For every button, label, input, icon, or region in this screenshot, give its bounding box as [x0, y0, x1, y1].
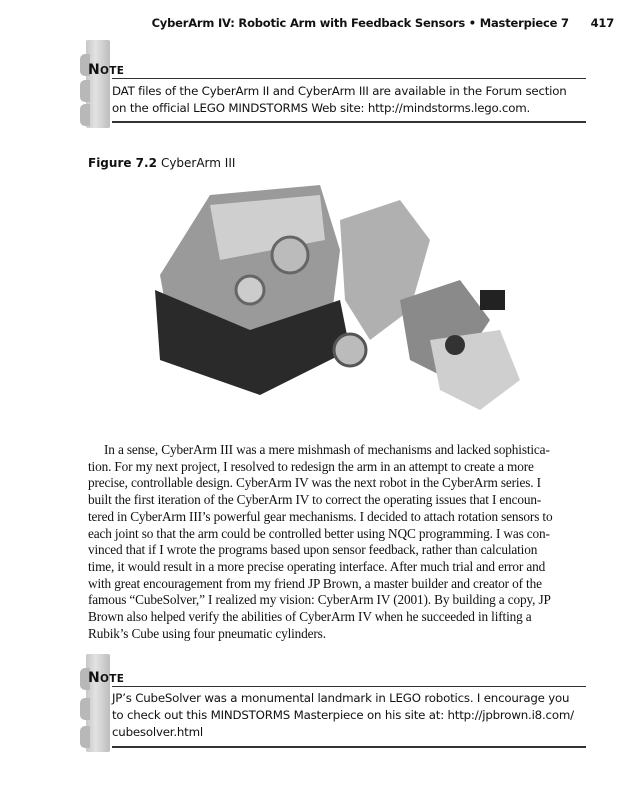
page-number: 417 — [590, 16, 614, 30]
lego-brick-icon — [86, 40, 110, 128]
divider — [112, 686, 586, 687]
figure-caption: Figure 7.2 CyberArm III — [88, 156, 236, 170]
cyberarm-photo — [150, 180, 530, 430]
lego-brick-icon — [86, 654, 110, 752]
note-text: JP’s CubeSolver was a monumental landmark in LEGO robotics. I encourage you to check out this MINDSTORMS Masterpiece on his site at: http://jpbrown.i8.com/ cubesolver.html — [112, 691, 574, 739]
divider — [112, 746, 586, 748]
divider — [112, 121, 586, 123]
note-label: NOTE — [88, 670, 125, 686]
running-title: CyberArm IV: Robotic Arm with Feedback Sensors • Masterpiece 7 — [151, 16, 569, 30]
note-text: DAT files of the CyberArm II and CyberArm III are available in the Forum section on the official LEGO MINDSTORMS Web site: http://mindstorms.lego.com. — [112, 84, 567, 115]
divider — [112, 78, 586, 79]
note-box-1 — [86, 40, 586, 128]
note-box-2 — [86, 654, 586, 752]
note-label: NOTE — [88, 62, 125, 78]
running-header — [152, 16, 614, 30]
body-paragraph: In a sense, CyberArm III was a mere mishmash of mechanisms and lacked sophistica- tion. For my next project, I resolved to redesign the arm in an attempt to create a more precise, controllable design. CyberArm IV was the next robot in the CyberArm series. I built the first iteration of the CyberArm IV to correct the operating issues that I encoun- tered in CyberArm III’s powerful gear mechanisms. I decided to attach rotation sensors to each joint so that the arm could be controlled better using NQC programming. I was con- vinced that if I wrote the programs based upon sensor feedback, rather than calculation time, it would result in a more precise operating interface. After much trial and error and with great encouragement from my friend JP Brown, a master builder and creator of the famous “CubeSolver,” I realized my vision: CyberArm IV (2001). By building a copy, JP Brown also helped verify the abilities of CyberArm IV when he succeeded in lifting a Rubik’s Cube using four pneumatic cylinders. — [88, 442, 553, 641]
